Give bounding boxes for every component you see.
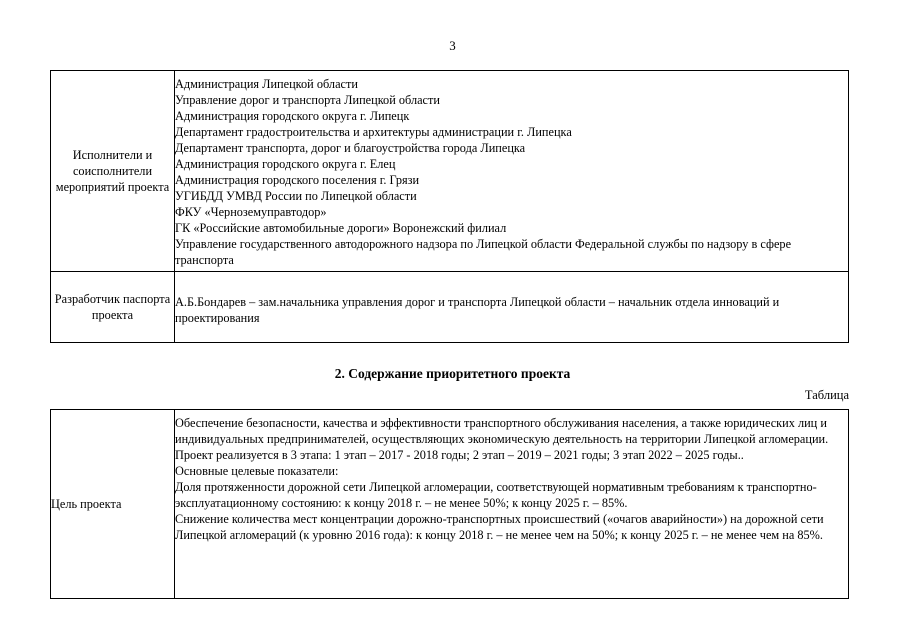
list-item: Администрация Липецкой области bbox=[175, 77, 358, 91]
paragraph: Снижение количества мест концентрации дорожно-транспортных происшествий («очагов аварийности») на дорожной сети Липецкой агломераций (к уровню 2016 года): к концу 2018 г. – не менее чем на 50%; к концу 2025 г. – не менее чем на 85%. bbox=[175, 512, 824, 542]
list-item: Администрация городского округа г. Елец bbox=[175, 157, 396, 171]
project-goal-table bbox=[50, 409, 849, 599]
list-item: Администрация городского поселения г. Грязи bbox=[175, 173, 420, 187]
page-number: 3 bbox=[449, 38, 456, 53]
paragraph: Доля протяженности дорожной сети Липецкой агломерации, соответствующей нормативным требованиям к транспортно-эксплуатационному состоянию: к концу 2018 г. – не менее 50%; к концу 2025 г. – 85%. bbox=[175, 480, 817, 510]
list-item: А.Б.Бондарев – зам.начальника управления дорог и транспорта Липецкой области – начальник отдела инноваций и проектирования bbox=[175, 295, 780, 325]
table-row-goal bbox=[51, 410, 849, 599]
project-participants-table bbox=[50, 70, 849, 343]
table-caption: Таблица bbox=[804, 388, 849, 402]
paragraph: Проект реализуется в 3 этапа: 1 этап – 2017 - 2018 годы; 2 этап – 2019 – 2021 годы; 3 этап 2022 – 2025 годы.. bbox=[175, 448, 744, 462]
developer-label: Разработчик паспорта проекта bbox=[51, 272, 175, 343]
list-item: Администрация городского округа г. Липецк bbox=[175, 109, 410, 123]
goal-text bbox=[175, 410, 849, 599]
table-row-developer bbox=[51, 272, 849, 343]
list-item: Департамент транспорта, дорог и благоустройства города Липецка bbox=[175, 141, 526, 155]
paragraph: Обеспечение безопасности, качества и эффективности транспортного обслуживания населения, а также юридических лиц и индивидуальных предпринимателей, осуществляющих экономическую деятельность на территории Липецкой агломерации. bbox=[175, 416, 829, 446]
list-item: ФКУ «Черноземуправтодор» bbox=[175, 205, 327, 219]
list-item: Управление дорог и транспорта Липецкой области bbox=[175, 93, 440, 107]
goal-label: Цель проекта bbox=[51, 410, 175, 599]
executors-label: Исполнители и соисполнители мероприятий проекта bbox=[51, 71, 175, 272]
list-item: Департамент градостроительства и архитектуры администрации г. Липецка bbox=[175, 125, 572, 139]
table-row-executors bbox=[51, 71, 849, 272]
list-item: Управление государственного автодорожного надзора по Липецкой области Федеральной службы по надзору в сфере транспорта bbox=[175, 237, 792, 267]
list-item: УГИБДД УМВД России по Липецкой области bbox=[175, 189, 417, 203]
developer-text bbox=[175, 272, 849, 343]
section-title: 2. Содержание приоритетного проекта bbox=[334, 366, 571, 381]
executors-list bbox=[175, 71, 849, 272]
paragraph: Основные целевые показатели: bbox=[175, 464, 339, 478]
list-item: ГК «Российские автомобильные дороги» Воронежский филиал bbox=[175, 221, 507, 235]
